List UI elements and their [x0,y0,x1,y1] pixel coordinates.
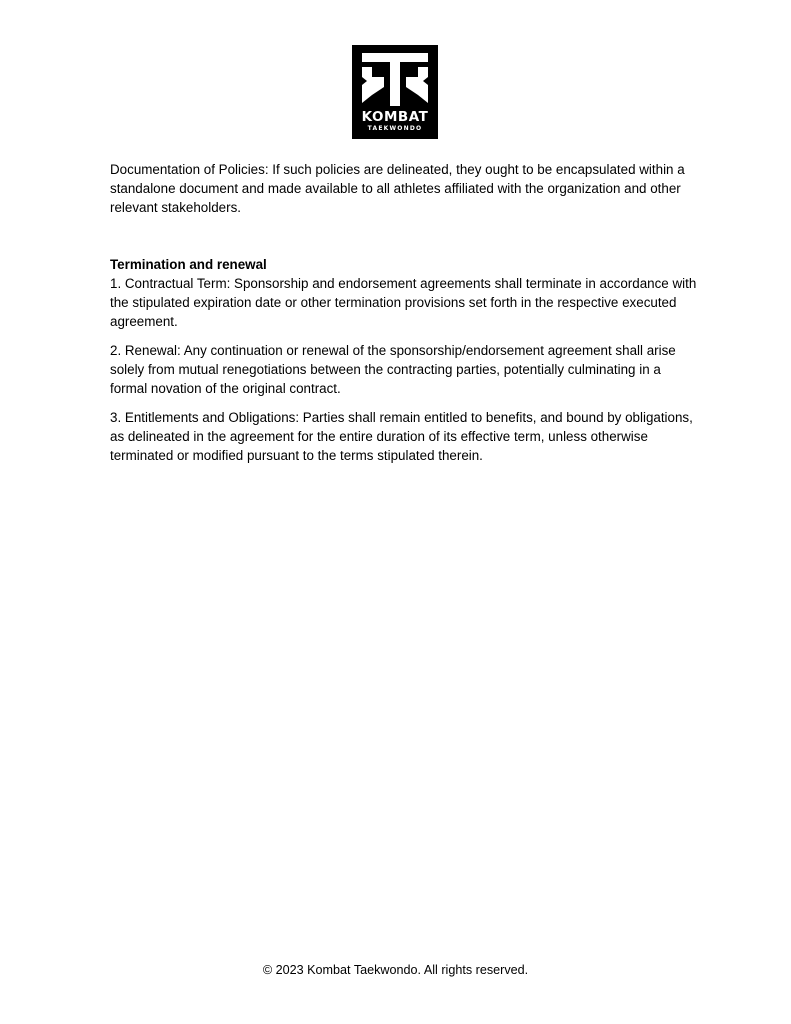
logo-brand-sub: TAEKWONDO [367,125,423,132]
policies-documentation-paragraph: Documentation of Policies: If such policies are delineated, they ought to be encapsulated within a standalone document and made available to all athletes affiliated with the organization and other relevant stakeholders. [110,162,685,215]
logo-brand-main: KOMBAT [361,109,429,125]
kombat-taekwondo-logo [352,45,438,139]
contractual-term-paragraph: 1. Contractual Term: Sponsorship and endorsement agreements shall terminate in accordance with the stipulated expiration date or other termination provisions set forth in the respective executed agreement. [110,276,697,329]
document-body [110,160,700,475]
footer-copyright: © 2023 Kombat Taekwondo. All rights reserved. [262,963,529,977]
renewal-paragraph: 2. Renewal: Any continuation or renewal of the sponsorship/endorsement agreement shall arise solely from mutual renegotiations between the contracting parties, potentially culminating in a formal novation of the original contract. [110,343,676,396]
entitlements-paragraph: 3. Entitlements and Obligations: Parties shall remain entitled to benefits, and bound by obligations, as delineated in the agreement for the entire duration of its effective term, unless otherwise terminated or modified pursuant to the terms stipulated therein. [110,410,693,463]
section-heading: Termination and renewal [110,257,267,272]
